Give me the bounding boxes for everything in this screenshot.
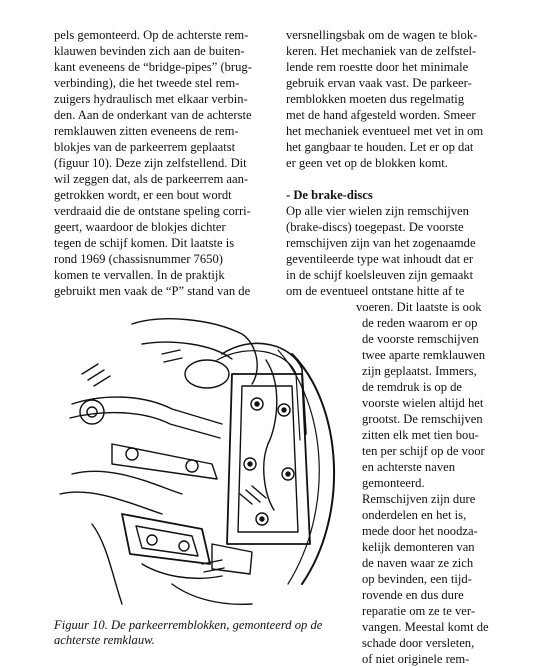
narrow-line-23: of niet originele rem- — [362, 652, 470, 666]
narrow-line-13: Remschijven zijn dure — [362, 492, 476, 506]
narrow-line-21: vangen. Meestal komt de — [362, 620, 489, 634]
figure-caption — [54, 618, 344, 648]
left-line-7: remklauwen zitten eveneens de rem- — [54, 124, 239, 138]
right-mid-line-4: geventileerde type wat inhoudt dat er — [286, 252, 474, 266]
left-line-5: zuigers hydraulisch met elkaar verbin- — [54, 92, 248, 106]
left-line-10: wil zeggen dat, als de parkeerrem aan- — [54, 172, 249, 186]
narrow-line-19: rovende en dus dure — [362, 588, 464, 602]
narrow-line-3: de voorste remschijven — [362, 332, 479, 346]
right-line-3: lende rem roestte door het minimale — [286, 60, 469, 74]
right-mid-line-1: Op alle vier wielen zijn remschijven — [286, 204, 469, 218]
narrow-line-10: ten per schijf op de voor — [362, 444, 485, 458]
brake-caliper-illustration — [52, 314, 350, 614]
left-line-6: den. Aan de onderkant van de achterste — [54, 108, 252, 122]
right-mid-line-6: om de eventueel ontstane hitte af te — [286, 284, 465, 298]
narrow-line-12: gemonteerd. — [362, 476, 425, 490]
right-mid-line-2: (brake-discs) toegepast. De voorste — [286, 220, 464, 234]
right-line-5: remblokken moeten dus regelmatig — [286, 92, 465, 106]
right-line-7: het mechaniek eventueel met vet in om — [286, 124, 484, 138]
left-line-9: (figuur 10). Deze zijn zelfstellend. Dit — [54, 156, 247, 170]
narrow-line-8: grootst. De remschijven — [362, 412, 483, 426]
left-line-11: getrokken wordt, er een bout wordt — [54, 188, 232, 202]
narrow-line-14: onderdelen en het is, — [362, 508, 467, 522]
left-line-4: verbinding), die het tweede stel rem- — [54, 76, 240, 90]
right-line-9: er geen vet op de blokken komt. — [286, 156, 448, 170]
narrow-line-18: op bevinden, een tijd- — [362, 572, 472, 586]
narrow-line-5: zijn geplaatst. Immers, — [362, 364, 477, 378]
narrow-line-1: voeren. Dit laatste is ook — [356, 300, 482, 314]
narrow-line-15: mede door het noodza- — [362, 524, 478, 538]
left-line-2: klauwen bevinden zich aan de buiten- — [54, 44, 245, 58]
narrow-line-9: zitten elk met tien bou- — [362, 428, 479, 442]
left-line-14: tegen de schijf komen. Dit laatste is — [54, 236, 235, 250]
left-line-16: komen te vervallen. In de praktijk — [54, 268, 225, 282]
left-line-1: pels gemonteerd. Op de achterste rem- — [54, 28, 249, 42]
left-line-17: gebruikt men vaak de “P” stand van de — [54, 284, 251, 298]
left-line-15: rond 1969 (chassisnummer 7650) — [54, 252, 223, 266]
right-line-1: versnellingsbak om de wagen te blok- — [286, 28, 478, 42]
figure-caption-line-2: achterste remklauw. — [54, 633, 155, 647]
right-mid-line-5: in de schijf koelsleuven zijn gemaakt — [286, 268, 474, 282]
right-line-2: keren. Het mechaniek van de zelfstel- — [286, 44, 477, 58]
figure-caption-line-1: Figuur 10. De parkeerremblokken, gemonteerd op de — [54, 618, 323, 632]
left-line-12: verdraaid die de ontstane speling corri- — [54, 204, 251, 218]
right-line-8: het gangbaar te houden. Let er op dat — [286, 140, 474, 154]
left-line-3: kant eveneens de “bridge-pipes” (brug- — [54, 60, 252, 74]
narrow-line-17: de naven waar ze zich — [362, 556, 474, 570]
right-line-4: gebruik ervan vaak vast. De parkeer- — [286, 76, 472, 90]
narrow-line-7: voorste wielen altijd het — [362, 396, 484, 410]
narrow-line-4: twee aparte remklauwen — [362, 348, 486, 362]
left-line-8: blokjes van de parkeerrem geplaatst — [54, 140, 236, 154]
right-line-6: met de hand afgesteld worden. Smeer — [286, 108, 476, 122]
left-line-13: geert, waardoor de blokjes dichter — [54, 220, 226, 234]
narrow-line-11: en achterste naven — [362, 460, 456, 474]
narrow-line-22: schade door versleten, — [362, 636, 475, 650]
narrow-line-20: reparatie om ze te ver- — [362, 604, 476, 618]
narrow-line-2: de reden waarom er op — [362, 316, 478, 330]
right-mid-line-3: remschijven zijn van het zogenaamde — [286, 236, 476, 250]
section-heading: - De brake-discs — [286, 188, 373, 202]
brake-caliper-figure — [52, 314, 350, 614]
narrow-line-6: de remdruk is op de — [362, 380, 463, 394]
narrow-line-16: kelijk demonteren van — [362, 540, 475, 554]
